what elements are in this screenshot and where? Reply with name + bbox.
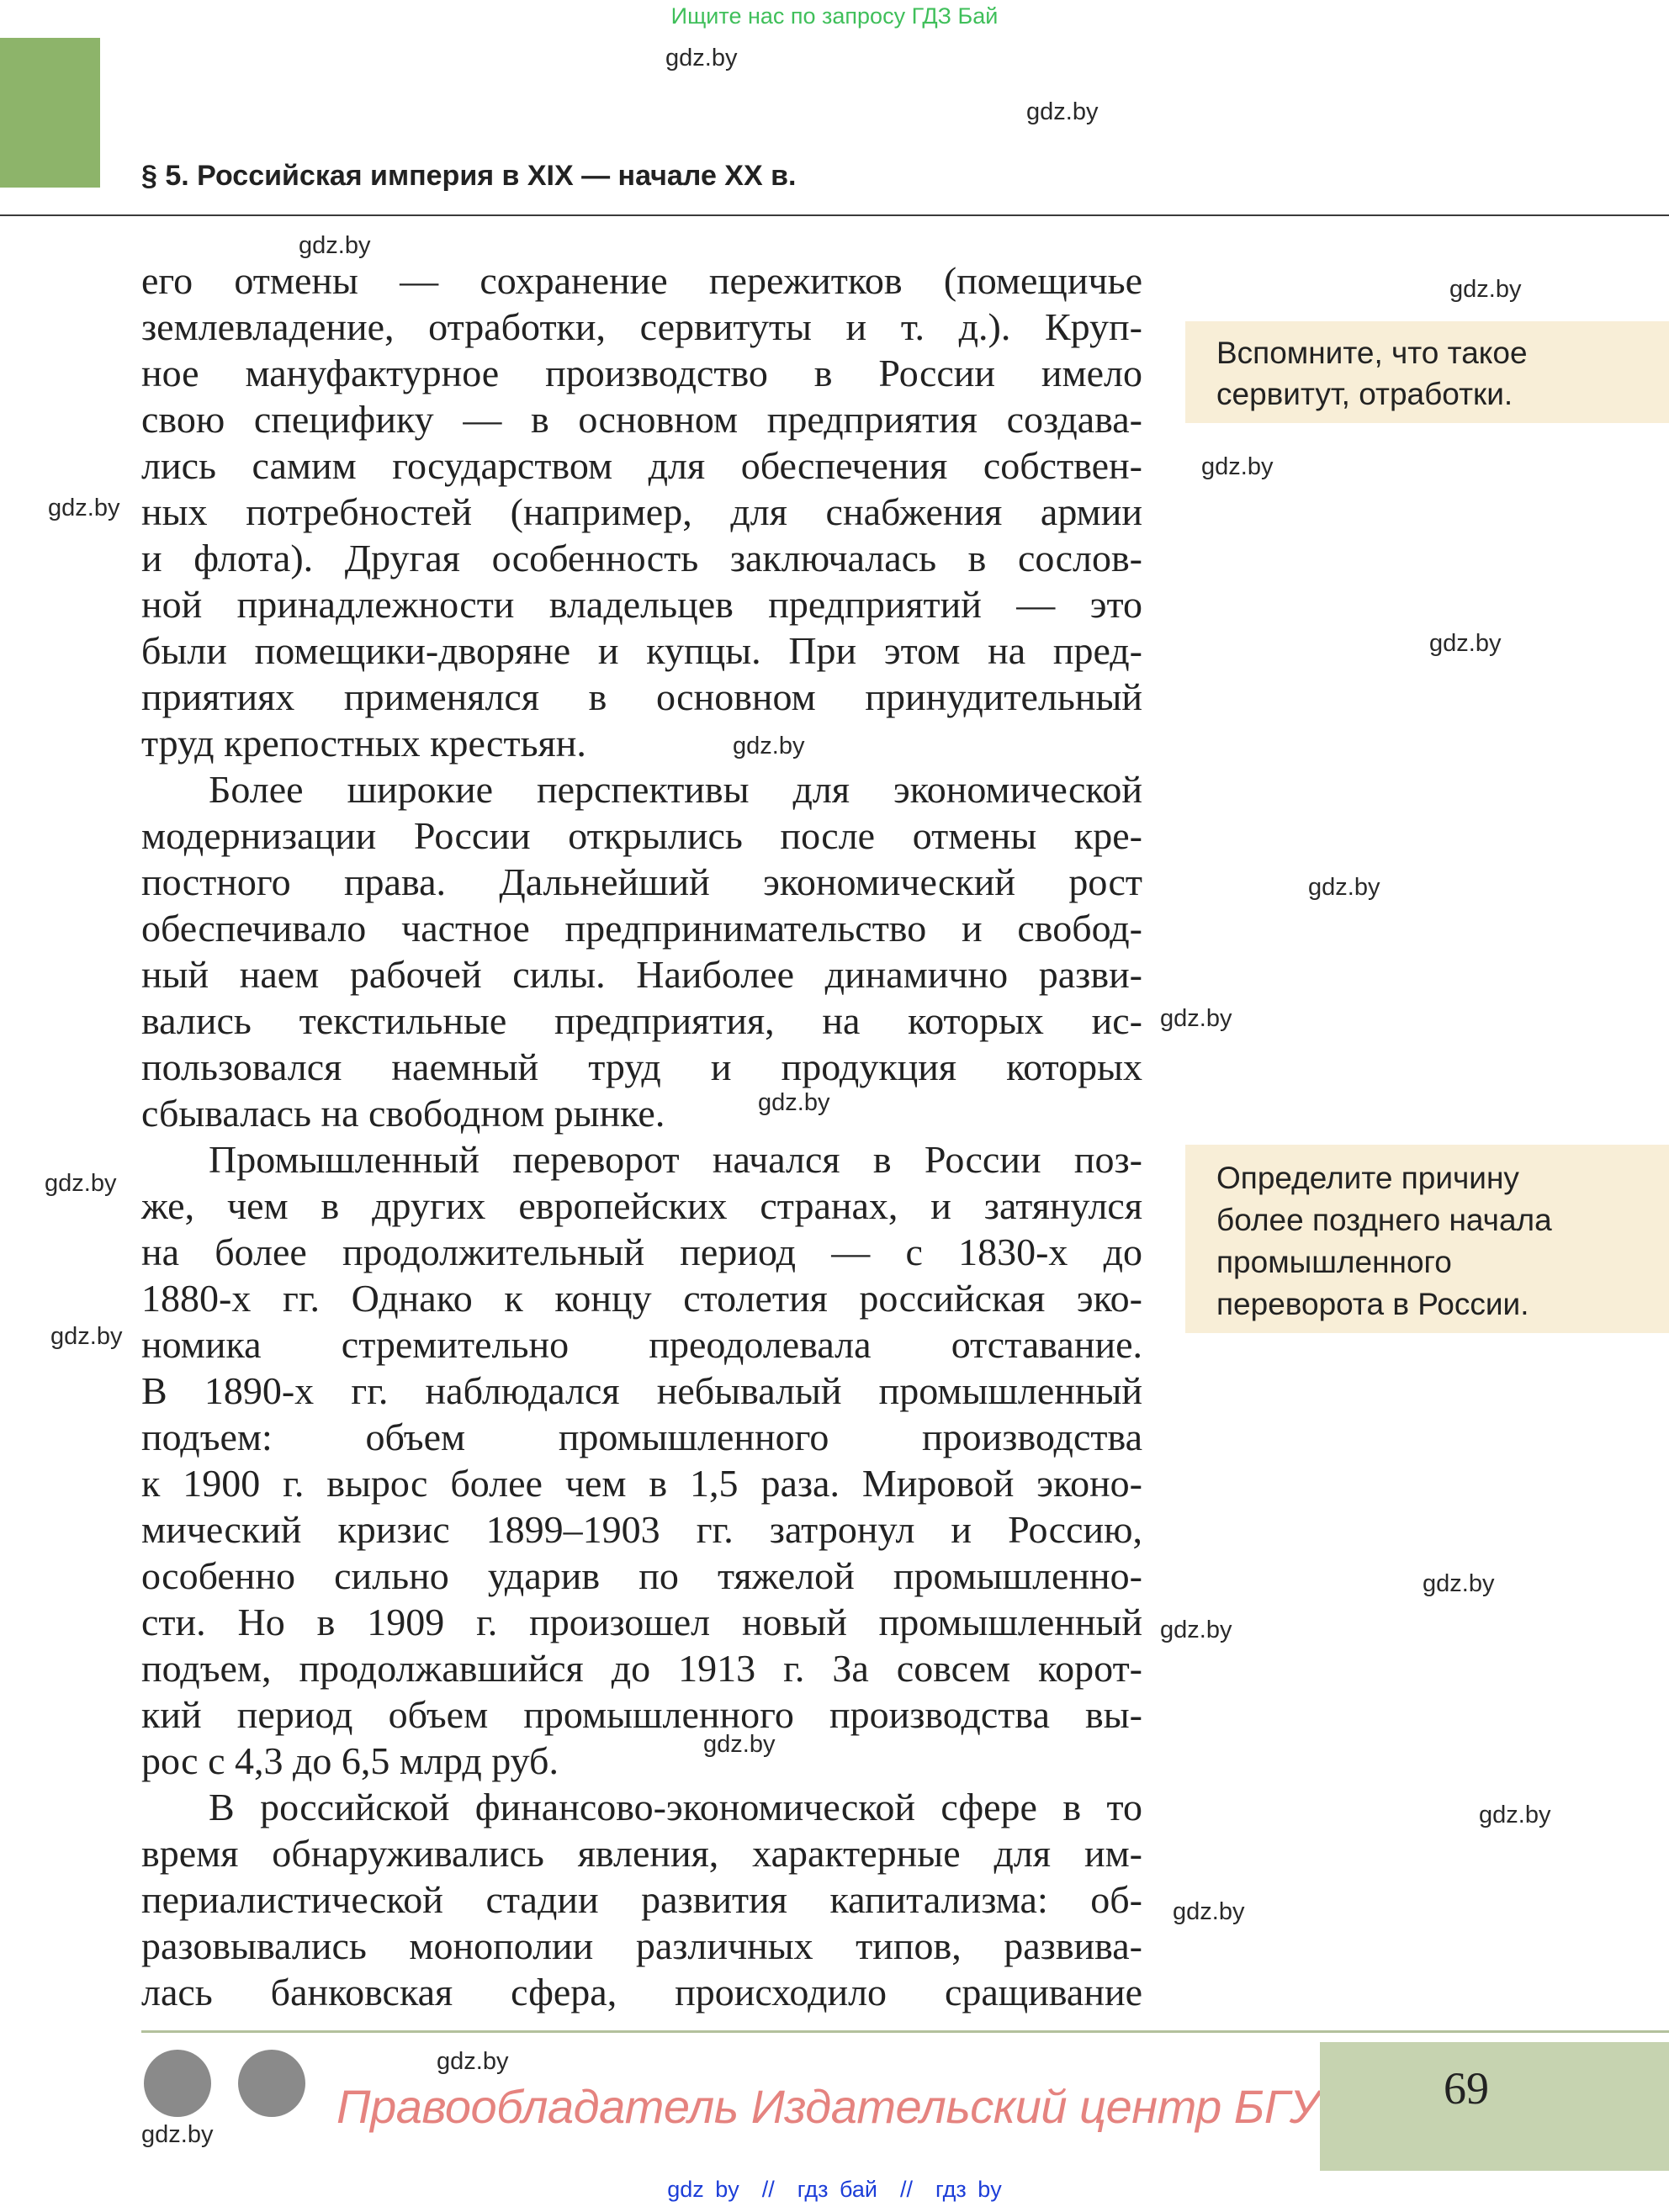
body-text-line: обеспечивало частное предпринимательство и свобод- (141, 907, 1142, 950)
header-divider (0, 214, 1669, 216)
margin-note-question (1185, 1145, 1669, 1333)
margin-note-recall (1185, 321, 1669, 423)
footer-divider (141, 2030, 1669, 2033)
body-text-line: ный наем рабочей силы. Наиболее динамично разви- (141, 953, 1142, 996)
watermark: gdz.by (1201, 453, 1274, 480)
watermark: gdz.by (1173, 1898, 1245, 1925)
margin-note-line: Определите причину (1216, 1161, 1519, 1195)
body-text-line: ной принадлежности владельцев предприятий — это (141, 583, 1142, 626)
body-text-line: периалистической стадии развития капитализма: об- (141, 1878, 1142, 1921)
body-text-line: подъем, продолжавшийся до 1913 г. За совсем корот- (141, 1647, 1142, 1690)
body-text-line: подъем: объем промышленного производства (141, 1416, 1142, 1458)
body-text-line: сти. Но в 1909 г. произошел новый промышленный (141, 1601, 1142, 1643)
section-title: § 5. Российская империя в XIX — начале XX в. (141, 160, 797, 192)
watermark: gdz.by (141, 2121, 214, 2148)
watermark: gdz.by (1423, 1570, 1495, 1597)
search-hint-banner: Ищите нас по запросу ГДЗ Бай (670, 3, 999, 29)
watermark: gdz.by (665, 45, 738, 71)
body-text-line: к 1900 г. вырос более чем в 1,5 раза. Мировой эконо- (141, 1462, 1142, 1505)
body-text-line: лись самим государством для обеспечения собствен- (141, 444, 1142, 487)
body-text-line: 1880-х гг. Однако к концу столетия российская эко- (141, 1277, 1142, 1320)
body-text-line: труд крепостных крестьян. (141, 722, 586, 765)
body-text-line: сбывалась на свободном рынке. (141, 1092, 665, 1135)
body-text-line: кий период объем промышленного производства вы- (141, 1693, 1142, 1736)
body-text-line: лась банковская сфера, происходило сращивание (141, 1971, 1142, 2014)
watermark: gdz.by (299, 232, 371, 259)
body-text-line: свою специфику — в основном предприятия создава- (141, 398, 1142, 441)
body-text-line: постного права. Дальнейший экономический рост (141, 860, 1142, 903)
page-number: 69 (1444, 2063, 1489, 2114)
margin-note-line: переворота в России. (1216, 1287, 1529, 1321)
watermark: gdz.by (1160, 1617, 1232, 1643)
watermark: gdz.by (1160, 1005, 1232, 1032)
watermark: gdz.by (1026, 98, 1099, 125)
margin-note-line: более позднего начала (1216, 1203, 1552, 1237)
body-text-line: пользовался наемный труд и продукция которых (141, 1045, 1142, 1088)
body-text-line: землевладение, отработки, сервитуты и т. д.). Круп- (141, 305, 1142, 348)
body-text-line: модернизации России открылись после отмены кре- (141, 814, 1142, 857)
copyright-notice: Правообладатель Издательский центр БГУ (336, 2080, 1319, 2133)
body-text-line: В российской финансово-экономической сфере в то (209, 1786, 1142, 1828)
chapter-color-tab (0, 38, 100, 188)
watermark: gdz.by (1429, 630, 1502, 657)
body-text-line: номика стремительно преодолевала отставание. (141, 1323, 1142, 1366)
watermark: gdz.by (437, 2048, 509, 2075)
body-text-line: ное мануфактурное производство в России имело (141, 352, 1142, 394)
body-text-line: вались текстильные предприятия, на которых ис- (141, 999, 1142, 1042)
body-text-line: время обнаруживались явления, характерные для им- (141, 1832, 1142, 1875)
decorative-dot (144, 2050, 211, 2117)
watermark: gdz.by (48, 495, 120, 521)
body-text-line: разовывались монополии различных типов, развива- (141, 1924, 1142, 1967)
body-text-line: на более продолжительный период — с 1830-х до (141, 1230, 1142, 1273)
body-text-line: особенно сильно ударив по тяжелой промышленно- (141, 1554, 1142, 1597)
body-text-line: и флота). Другая особенность заключалась в сослов- (141, 537, 1142, 579)
body-text-line: Промышленный переворот начался в России поз- (209, 1138, 1142, 1181)
body-text-line: рос с 4,3 до 6,5 млрд руб. (141, 1739, 559, 1782)
watermark: gdz.by (45, 1170, 117, 1197)
body-text-line: же, чем в других европейских странах, и затянулся (141, 1184, 1142, 1227)
watermark: gdz.by (1308, 874, 1380, 901)
body-text-line: В 1890-х гг. наблюдался небывалый промышленный (141, 1369, 1142, 1412)
body-text-line: приятиях применялся в основном принудительный (141, 675, 1142, 718)
watermark: gdz.by (1479, 1802, 1551, 1828)
body-text-line: Более широкие перспективы для экономической (209, 768, 1142, 811)
watermark: gdz.by (733, 733, 805, 759)
body-text-line: ных потребностей (например, для снабжения армии (141, 490, 1142, 533)
watermark: gdz.by (703, 1731, 776, 1758)
watermark: gdz.by (1449, 276, 1522, 303)
margin-note-line: сервитут, отработки. (1216, 377, 1513, 411)
margin-note-line: промышленного (1216, 1245, 1452, 1279)
decorative-dot (238, 2050, 305, 2117)
body-text-line: его отмены — сохранение пережитков (помещичье (141, 259, 1142, 302)
body-text-line: мический кризис 1899–1903 гг. затронул и Россию, (141, 1508, 1142, 1551)
main-text (141, 257, 1142, 2015)
watermark: gdz.by (50, 1323, 123, 1350)
footer-links: gdz by // гдз бай // гдз by (667, 2177, 1002, 2202)
margin-note-line: Вспомните, что такое (1216, 336, 1528, 370)
watermark: gdz.by (758, 1089, 830, 1116)
body-text-line: были помещики-дворяне и купцы. При этом на пред- (141, 629, 1142, 672)
